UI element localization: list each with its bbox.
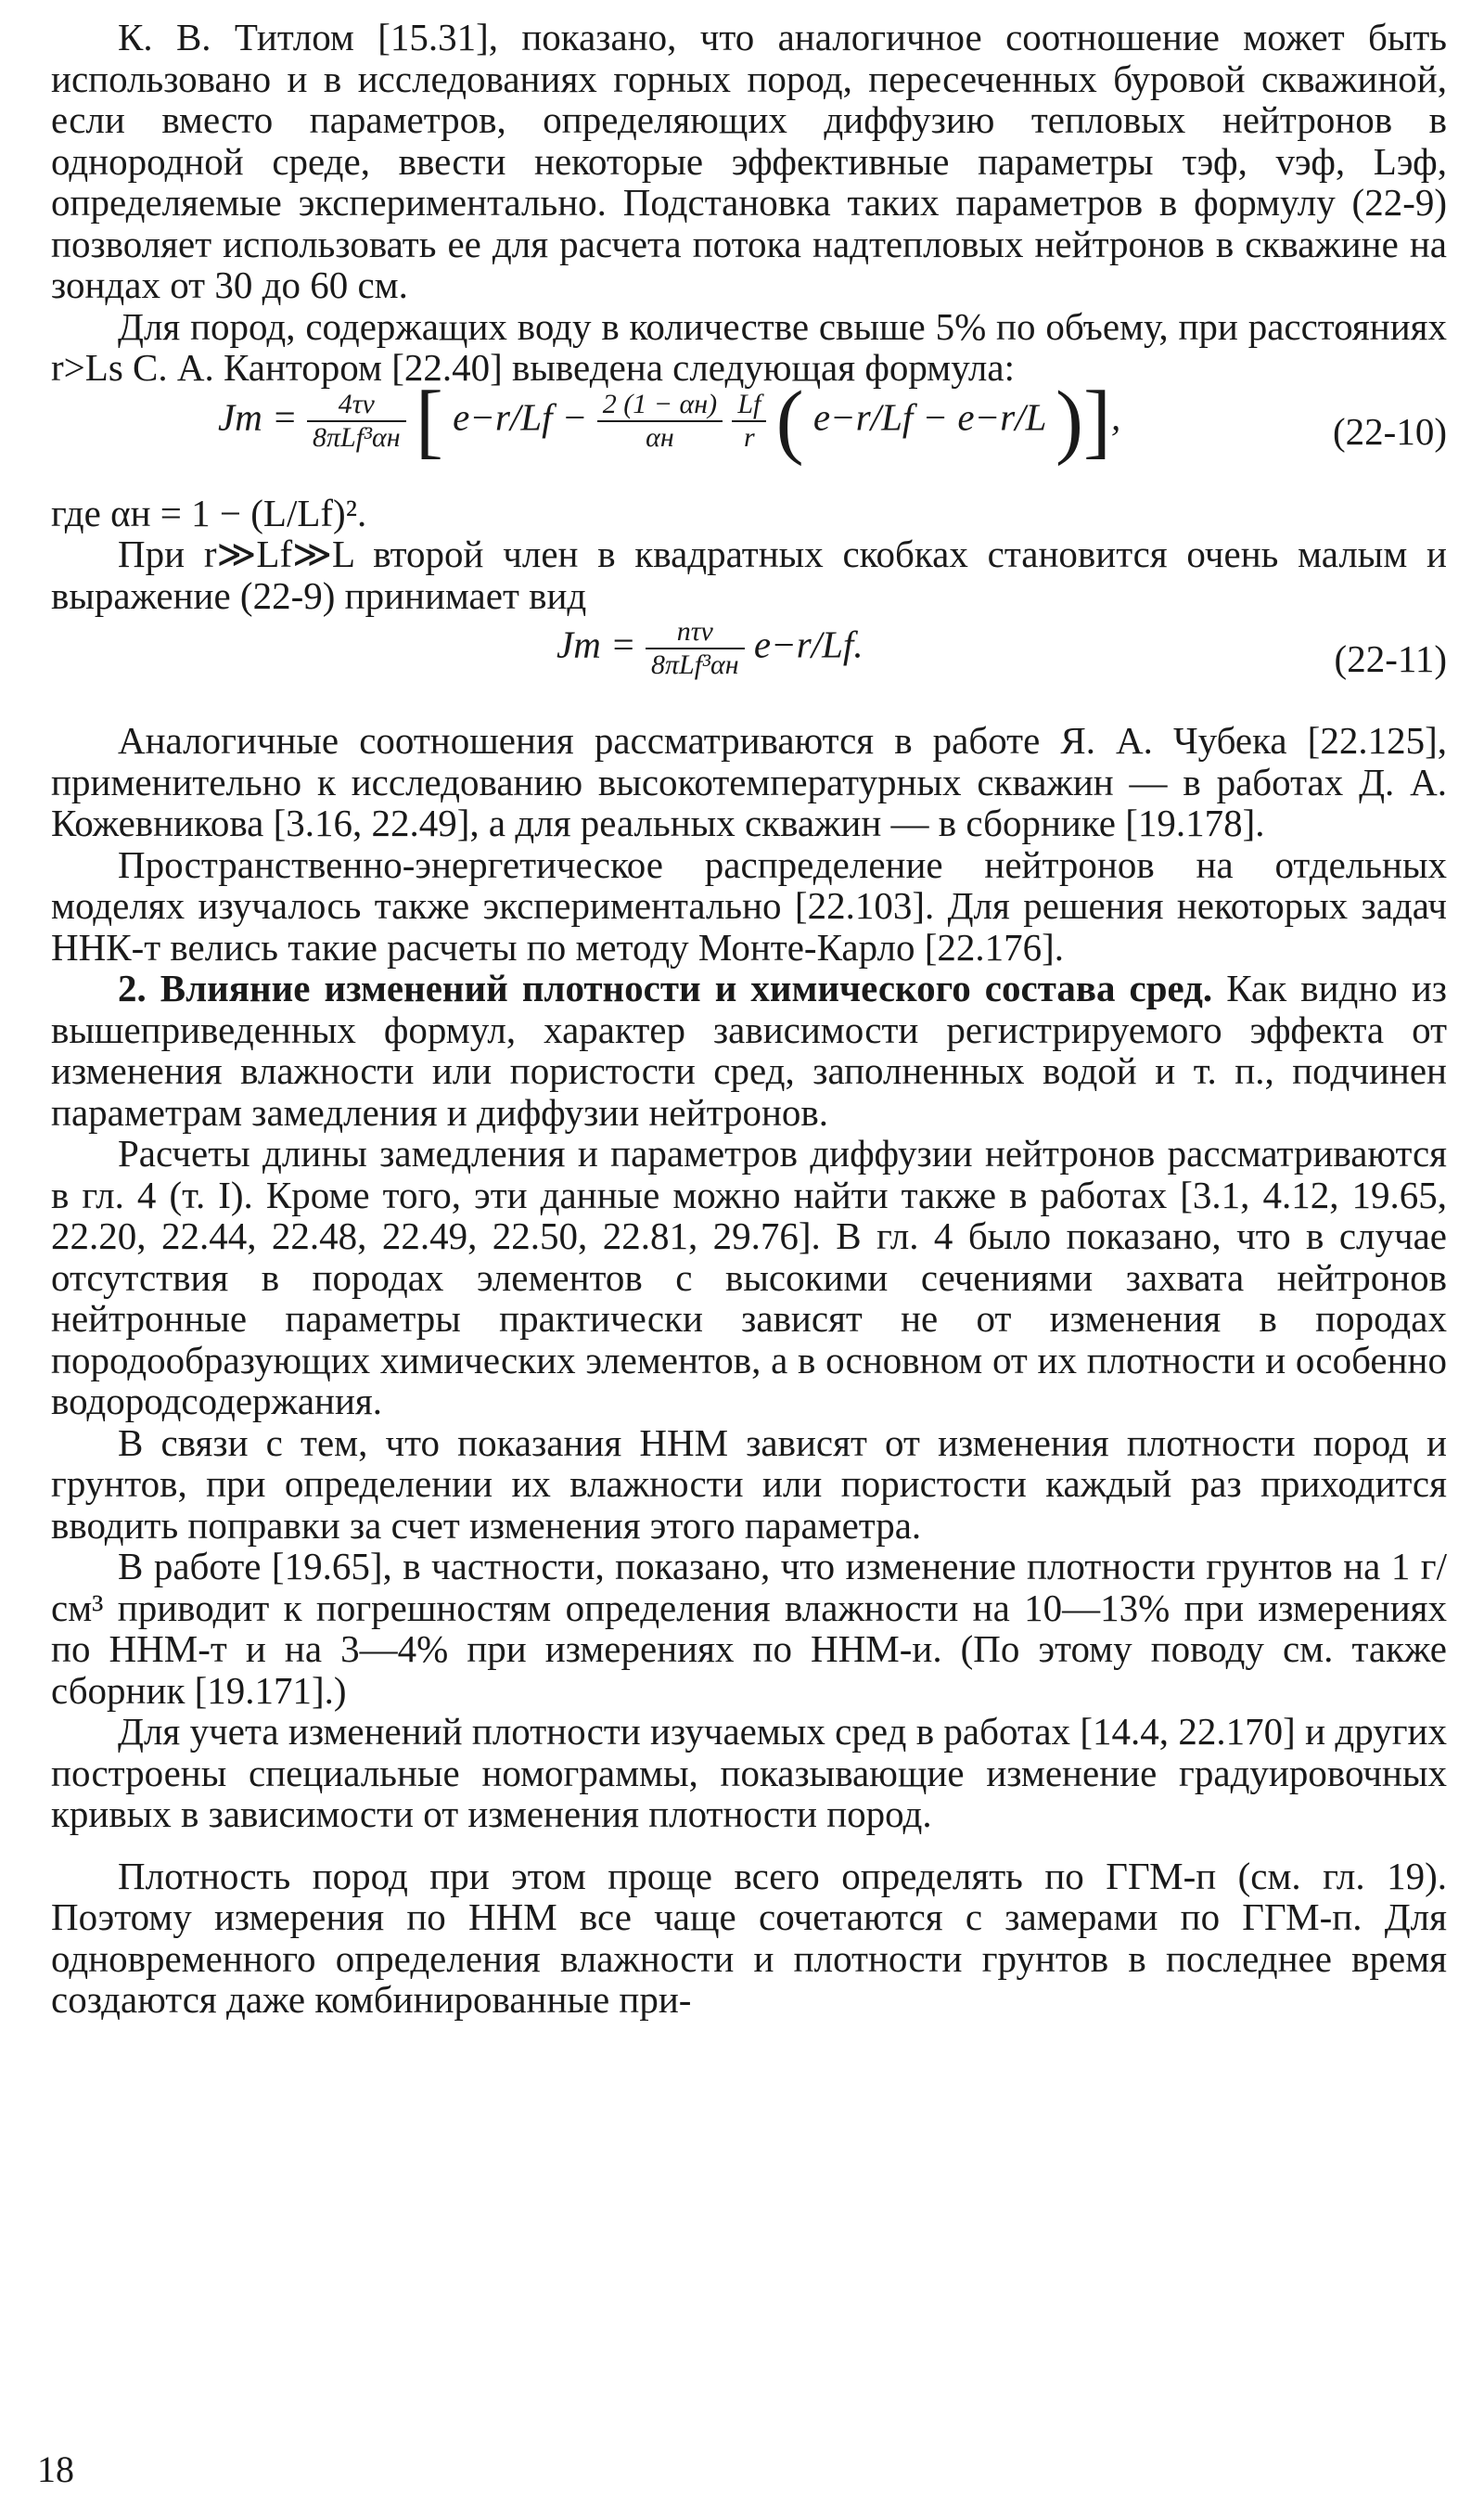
- formula-22-11: [556, 616, 1447, 720]
- formula-lhs: Jт =: [556, 623, 636, 666]
- paragraph: В работе [19.65], в частности, показано, что изменение плотности грунтов на 1 г/см³ приводит к погрешностям определения влажности на 10—13% при измерениях по ННМ-т и на 3—4% при измерениях по ННМ-и. (По этому поводу см. также сборник [19.171].): [51, 1545, 1447, 1712]
- paragraph: Для учета изменений плотности изучаемых сред в работах [14.4, 22.170] и других построены специальные номограммы, показывающие изменение градуировочных кривых в зависимости от изменения плотности пород.: [51, 1710, 1447, 1835]
- formula-denominator: 8πLf³αн: [646, 648, 745, 681]
- formula-numerator: 4τv: [338, 388, 375, 419]
- section-heading: 2. Влияние изменений плотности и химического состава сред.: [118, 967, 1213, 1009]
- paragraph: Пространственно-энергетическое распределение нейтронов на отдельных моделях изучалось также экспериментально [22.103]. Для решения некоторых задач ННК-т велись такие расчеты по методу Монте-Карло [22.176].: [51, 842, 1447, 969]
- formula-term: e−r/Lf − e−r/L: [812, 394, 1046, 438]
- paragraph: Аналогичные соотношения рассматриваются в работе Я. А. Чубека [22.125], применительно к исследованию высокотемпературных скважин — в работах Д. А. Кожевникова [3.16, 22.49], а для реальных скважин — в сборнике [19.178].: [51, 719, 1447, 844]
- left-paren: (: [775, 374, 804, 467]
- right-paren: ): [1055, 374, 1083, 467]
- equation-number: (22-10): [1333, 409, 1447, 453]
- formula-fraction: [307, 389, 406, 454]
- formula-fraction: [597, 389, 723, 454]
- paragraph: При r≫Lf≫L второй член в квадратных скобках становится очень малым и выражение (22-9) принимает вид: [51, 533, 1447, 617]
- paragraph: где αн = 1 − (L/Lf)².: [51, 491, 367, 534]
- formula-lhs: Jт =: [218, 394, 298, 438]
- equation-number: (22-11): [1334, 637, 1447, 680]
- formula-numerator: 2 (1 − αн): [602, 388, 718, 419]
- paragraph: [51, 968, 1447, 1133]
- formula-term: e−r/Lf −: [453, 394, 588, 438]
- formula-fraction: [732, 389, 766, 454]
- formula-22-10: Jт = $\frac{4\tau v}{\text{8πLf³αн}}$ [ e−r/Lf − $\frac{2 (1 - \alpha н)}{\alpha н}$ $\frac{Lf}{r}$ ( e−r/Lf − e−r/L )], (22-10): [218, 374, 1447, 467]
- page-body: [51, 17, 1447, 2021]
- paragraph: Расчеты длины замедления и параметров диффузии нейтронов рассматриваются в гл. 4 (т. I). Кроме того, эти данные можно найти также в работах [3.1, 4.12, 19.65, 22.20, 22.44, 22.48, 22.49, 22.50, 22.81, 29.76]. В гл. 4 было показано, что в случае отсутствия в породах элементов с высокими сечениями захвата нейтронов нейтронные параметры практически зависят не от изменения в породах породообразующих химических элементов, а в основном от их плотности и особенно водородсодержания.: [51, 1132, 1447, 1422]
- formula-term: e−r/Lf.: [753, 623, 864, 666]
- left-bracket: [: [415, 374, 443, 467]
- paragraph-text: Как видно из вышеприведенных формул, характер зависимости регистрируемого эффекта от изменения влажности или пористости сред, заполненных водой и т. п., подчинен параметрам замедления и диффузии нейтронов.: [51, 967, 1448, 1134]
- paragraph: Для пород, содержащих воду в количестве свыше 5% по объему, при расстояниях r>Ls С. А. Кантором [22.40] выведена следующая формула:: [51, 304, 1447, 389]
- paragraph: К. В. Титлом [15.31], показано, что аналогичное соотношение может быть использовано и в исследованиях горных пород, пересеченных буровой скважиной, если вместо параметров, определяющих диффузию тепловых нейтронов в однородной среде, ввести некоторые эффективные параметры τэф, vэф, Lэф, определяемые экспериментально. Подстановка таких параметров в формулу (22-9) позволяет использовать ее для расчета потока надтепловых нейтронов в скважине на зондах от 30 до 60 см.: [51, 16, 1447, 306]
- formula-denominator: 8πLf³αн: [307, 420, 406, 454]
- paragraph: В связи с тем, что показания ННМ зависят от изменения плотности пород и грунтов, при определении их влажности или пористости каждый раз приходится вводить поправки за счет изменения этого параметра.: [51, 1420, 1447, 1547]
- formula-denominator: αн: [597, 420, 723, 454]
- paragraph: Плотность пород при этом проще всего определять по ГГМ-п (см. гл. 19). Поэтому измерения по ННМ все чаще сочетаются с замерами по ГГМ-п. Для одновременного определения влажности и плотности грунтов в последнее время создаются даже комбинированные при-: [51, 1854, 1447, 2021]
- formula-fraction: [646, 616, 745, 681]
- page-number: 18: [37, 2448, 74, 2490]
- formula-denominator: r: [732, 420, 766, 454]
- formula-numerator: Lf: [737, 388, 761, 419]
- right-bracket: ]: [1082, 374, 1111, 467]
- formula-numerator: nτv: [676, 616, 713, 647]
